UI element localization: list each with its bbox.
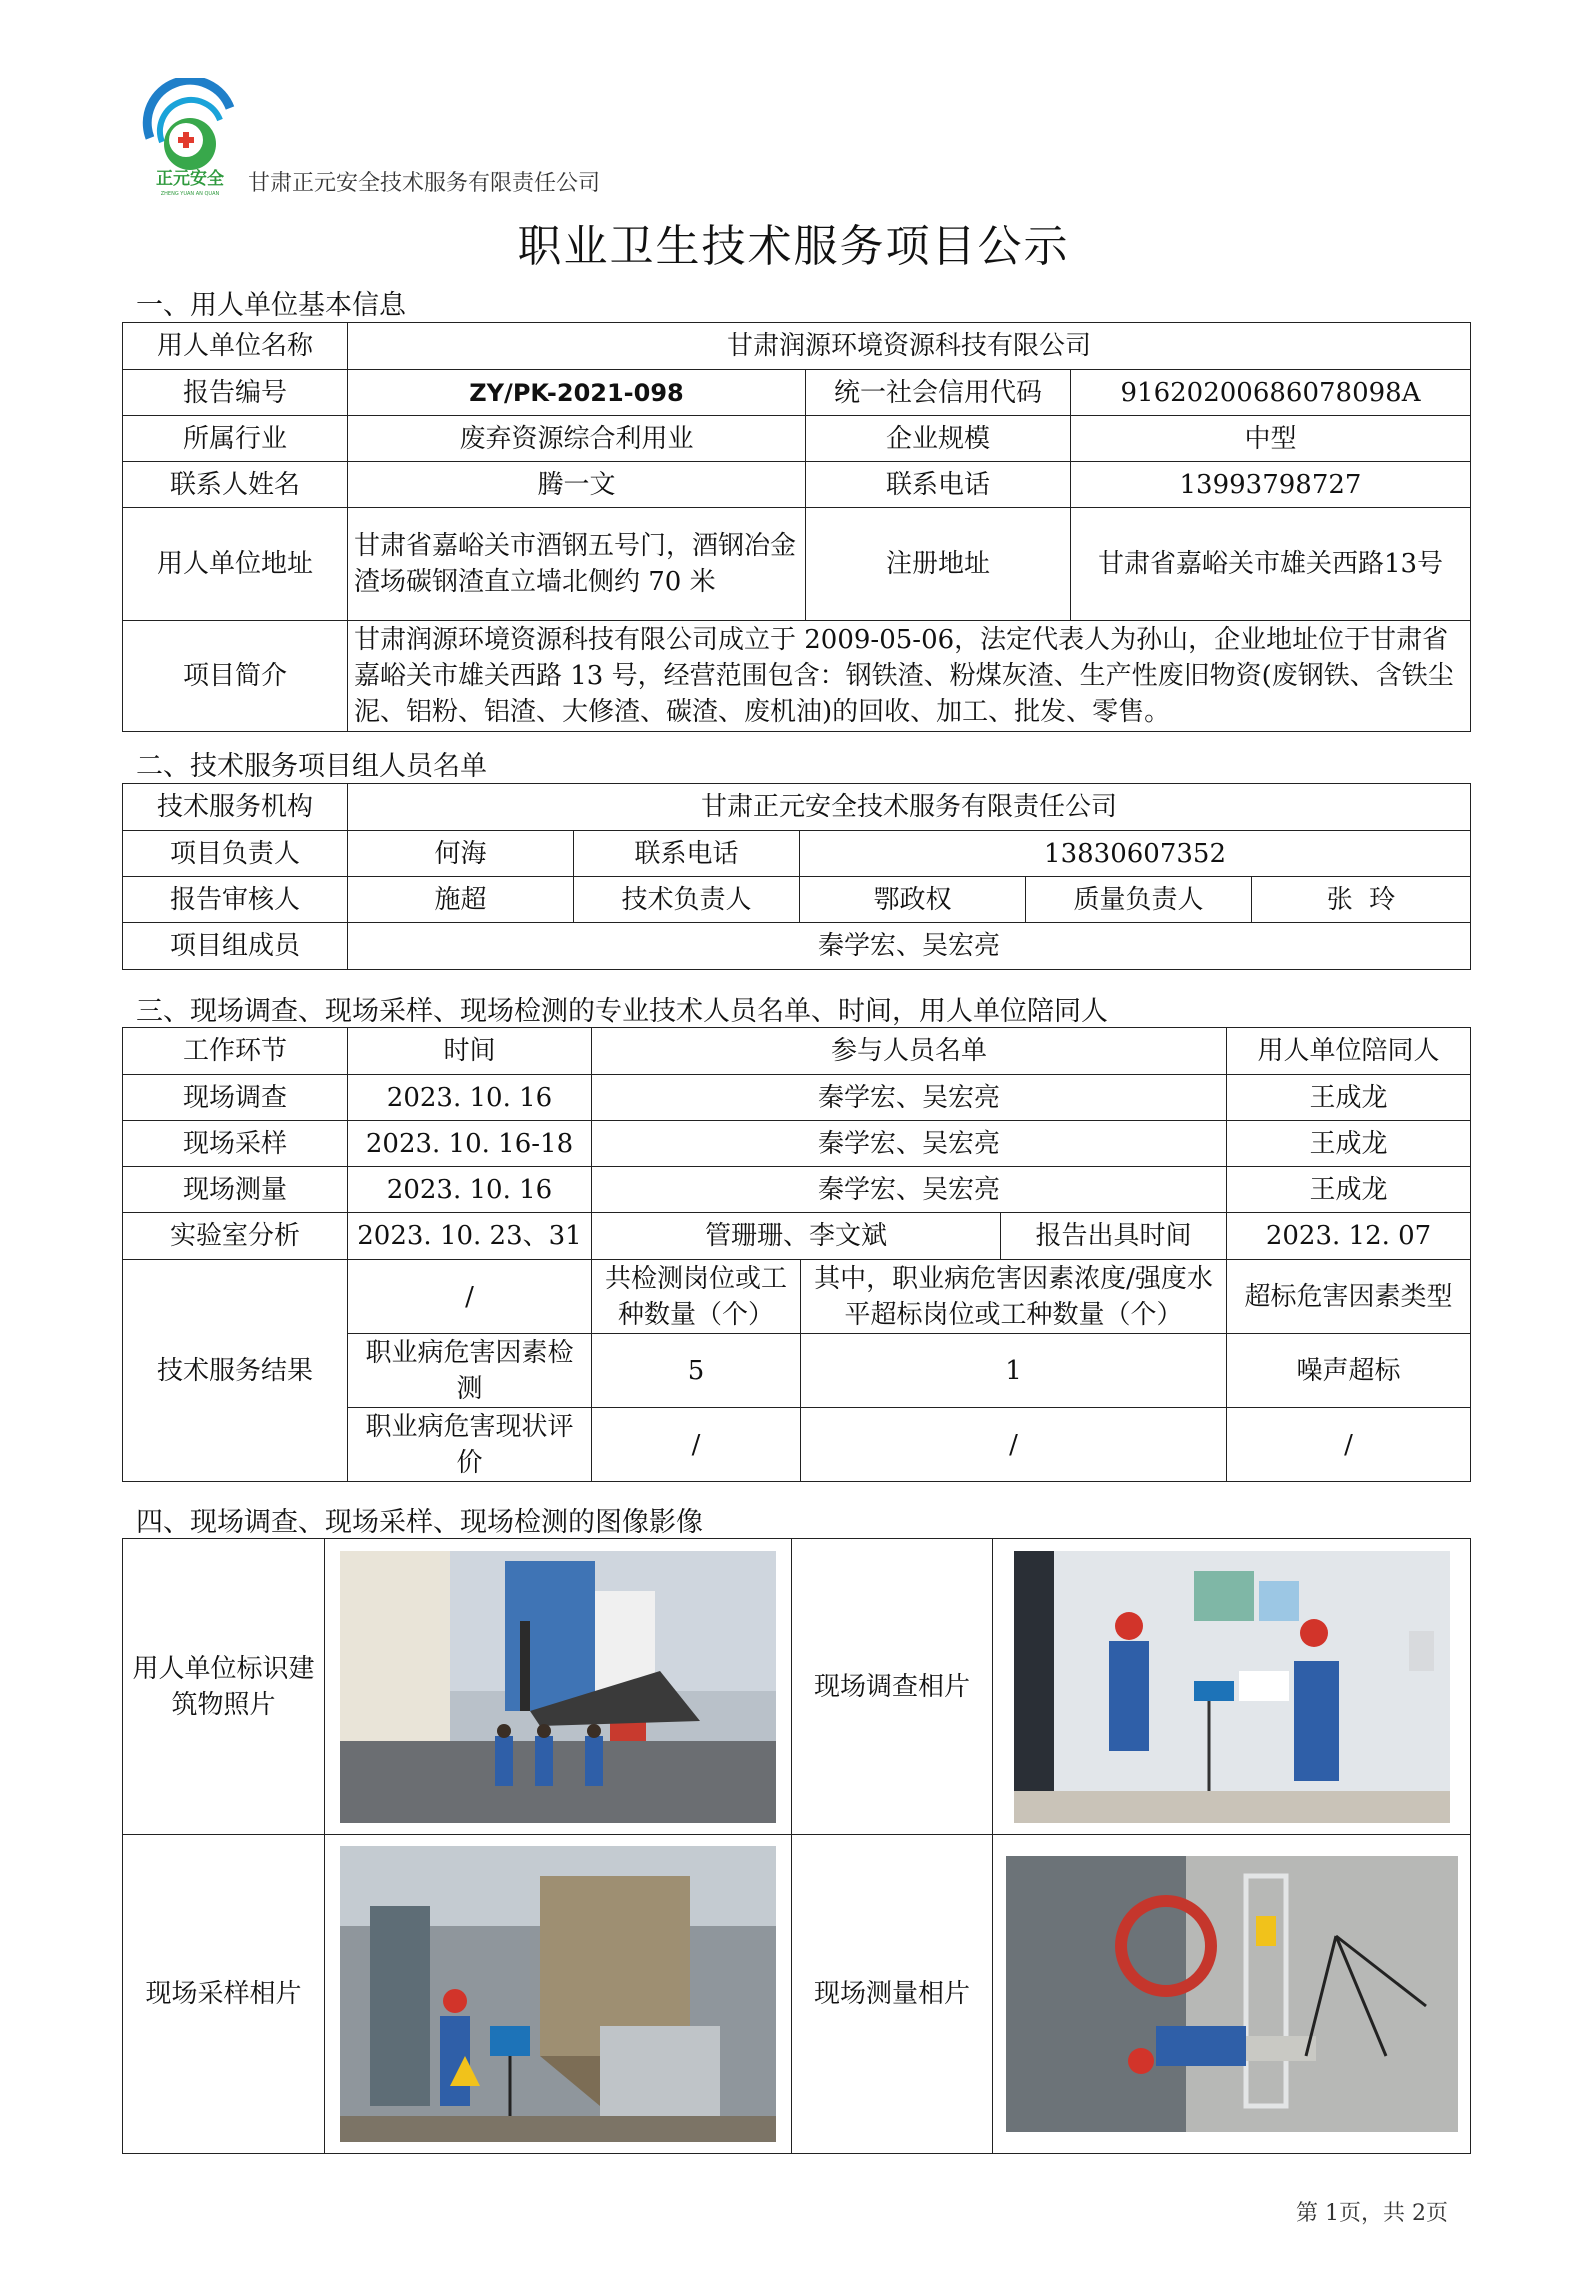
- detect-label: 职业病危害因素检测: [348, 1334, 592, 1408]
- photo1-cell: [325, 1539, 792, 1835]
- employer-value: 甘肃润源环境资源科技有限公司: [348, 323, 1471, 370]
- sampling-photo: [340, 1846, 776, 2142]
- people-cell: 秦学宏、吴宏亮: [592, 1167, 1227, 1213]
- eval-count: /: [592, 1408, 801, 1482]
- section3-heading: 三、现场调查、现场采样、现场检测的专业技术人员名单、时间，用人单位陪同人: [136, 996, 1108, 1027]
- people-cell: 秦学宏、吴宏亮: [592, 1075, 1227, 1121]
- stage-cell: 现场采样: [123, 1121, 348, 1167]
- leader-phone-value: 13830607352: [800, 831, 1471, 877]
- leader-label: 项目负责人: [123, 831, 348, 877]
- section4-heading: 四、现场调查、现场采样、现场检测的图像影像: [136, 1507, 703, 1538]
- contact-label: 联系人姓名: [123, 462, 348, 508]
- company-name: 甘肃正元安全技术服务有限责任公司: [248, 171, 601, 196]
- col-people: 参与人员名单: [592, 1028, 1227, 1075]
- photo2-label: 现场调查相片: [792, 1539, 993, 1835]
- quality-label: 质量负责人: [1026, 877, 1252, 923]
- lab-stage: 实验室分析: [123, 1213, 348, 1260]
- stage-cell: 现场调查: [123, 1075, 348, 1121]
- intro-label: 项目简介: [123, 621, 348, 732]
- eval-type: /: [1227, 1408, 1471, 1482]
- industry-label: 所属行业: [123, 416, 348, 462]
- reg-address-label: 注册地址: [806, 508, 1071, 621]
- photo3-label: 现场采样相片: [123, 1835, 325, 2154]
- result-label: 技术服务结果: [123, 1260, 348, 1482]
- report-date-value: 2023. 12. 07: [1227, 1213, 1471, 1260]
- result-head-count: 共检测岗位或工种数量（个）: [592, 1260, 801, 1334]
- report-date-label: 报告出具时间: [1001, 1213, 1227, 1260]
- photo3-cell: [325, 1835, 792, 2154]
- escort-cell: 王成龙: [1227, 1075, 1471, 1121]
- phone-value: 13993798727: [1071, 462, 1471, 508]
- project-team-table: [122, 783, 1471, 970]
- industry-value: 废弃资源综合利用业: [348, 416, 806, 462]
- logo-subtext: ZHENG YUAN AN QUAN: [160, 191, 220, 197]
- time-cell: 2023. 10. 16: [348, 1167, 592, 1213]
- intro-value: 甘肃润源环境资源科技有限公司成立于 2009-05-06，法定代表人为孙山，企业地址位于甘肃省嘉峪关市雄关西路 13 号，经营范围包含：钢铁渣、粉煤灰渣、生产性废旧物资(废钢铁、含铁尘泥、铝粉、铝渣、大修渣、碳渣、废机油)的回收、加工、批发、零售。: [348, 621, 1471, 732]
- reg-address-value: 甘肃省嘉峪关市雄关西路13号: [1071, 508, 1471, 621]
- employer-label: 用人单位名称: [123, 323, 348, 370]
- page-title: 职业卫生技术服务项目公示: [517, 221, 1070, 272]
- members-value: 秦学宏、吴宏亮: [348, 923, 1471, 970]
- detect-count: 5: [592, 1334, 801, 1408]
- people-cell: 秦学宏、吴宏亮: [592, 1121, 1227, 1167]
- credit-code-value: 91620200686078098A: [1071, 370, 1471, 416]
- reviewer-label: 报告审核人: [123, 877, 348, 923]
- table-row: [123, 1121, 1471, 1167]
- detect-type: 噪声超标: [1227, 1334, 1471, 1408]
- tech-lead-label: 技术负责人: [574, 877, 800, 923]
- report-no-value: ZY/PK-2021-098: [348, 370, 806, 416]
- leader-value: 何海: [348, 831, 574, 877]
- reviewer-value: 施超: [348, 877, 574, 923]
- phone-label: 联系电话: [806, 462, 1071, 508]
- escort-cell: 王成龙: [1227, 1121, 1471, 1167]
- result-slash: /: [348, 1260, 592, 1334]
- members-label: 项目组成员: [123, 923, 348, 970]
- photo4-label: 现场测量相片: [792, 1835, 993, 2154]
- leader-phone-label: 联系电话: [574, 831, 800, 877]
- address-label: 用人单位地址: [123, 508, 348, 621]
- onsite-staff-table: [122, 1027, 1471, 1482]
- lab-time: 2023. 10. 23、31: [348, 1213, 592, 1260]
- org-label: 技术服务机构: [123, 784, 348, 831]
- tech-lead-value: 鄂政权: [800, 877, 1026, 923]
- page-number: 第 1页，共 2页: [1296, 2201, 1448, 2226]
- address-value: 甘肃省嘉峪关市酒钢五号门，酒钢冶金渣场碳钢渣直立墙北侧约 70 米: [348, 508, 806, 621]
- table-row: [123, 1075, 1471, 1121]
- detect-exceed: 1: [801, 1334, 1227, 1408]
- report-no-label: 报告编号: [123, 370, 348, 416]
- contact-value: 腾一文: [348, 462, 806, 508]
- section1-heading: 一、用人单位基本信息: [136, 290, 406, 321]
- building-photo: [340, 1551, 776, 1823]
- escort-cell: 王成龙: [1227, 1167, 1471, 1213]
- credit-code-label: 统一社会信用代码: [806, 370, 1071, 416]
- scale-value: 中型: [1071, 416, 1471, 462]
- stage-cell: 现场测量: [123, 1167, 348, 1213]
- col-escort: 用人单位陪同人: [1227, 1028, 1471, 1075]
- section2-heading: 二、技术服务项目组人员名单: [136, 751, 487, 782]
- eval-exceed: /: [801, 1408, 1227, 1482]
- col-time: 时间: [348, 1028, 592, 1075]
- result-head-exceed: 其中，职业病危害因素浓度/强度水平超标岗位或工种数量（个）: [801, 1260, 1227, 1334]
- measurement-photo: [1006, 1856, 1458, 2132]
- time-cell: 2023. 10. 16-18: [348, 1121, 592, 1167]
- quality-value: 张 玲: [1252, 877, 1471, 923]
- photo2-cell: [993, 1539, 1471, 1835]
- photo4-cell: [993, 1835, 1471, 2154]
- photo-table: [122, 1538, 1471, 2154]
- table-row: [123, 1167, 1471, 1213]
- org-value: 甘肃正元安全技术服务有限责任公司: [348, 784, 1471, 831]
- logo-text: 正元安全: [156, 169, 224, 189]
- survey-photo: [1014, 1551, 1450, 1823]
- employer-info-table: [122, 322, 1471, 732]
- lab-people: 管珊珊、李文斌: [592, 1213, 1001, 1260]
- col-stage: 工作环节: [123, 1028, 348, 1075]
- eval-label: 职业病危害现状评价: [348, 1408, 592, 1482]
- photo1-label: 用人单位标识建筑物照片: [123, 1539, 325, 1835]
- result-head-type: 超标危害因素类型: [1227, 1260, 1471, 1334]
- scale-label: 企业规模: [806, 416, 1071, 462]
- time-cell: 2023. 10. 16: [348, 1075, 592, 1121]
- company-logo: [140, 78, 240, 198]
